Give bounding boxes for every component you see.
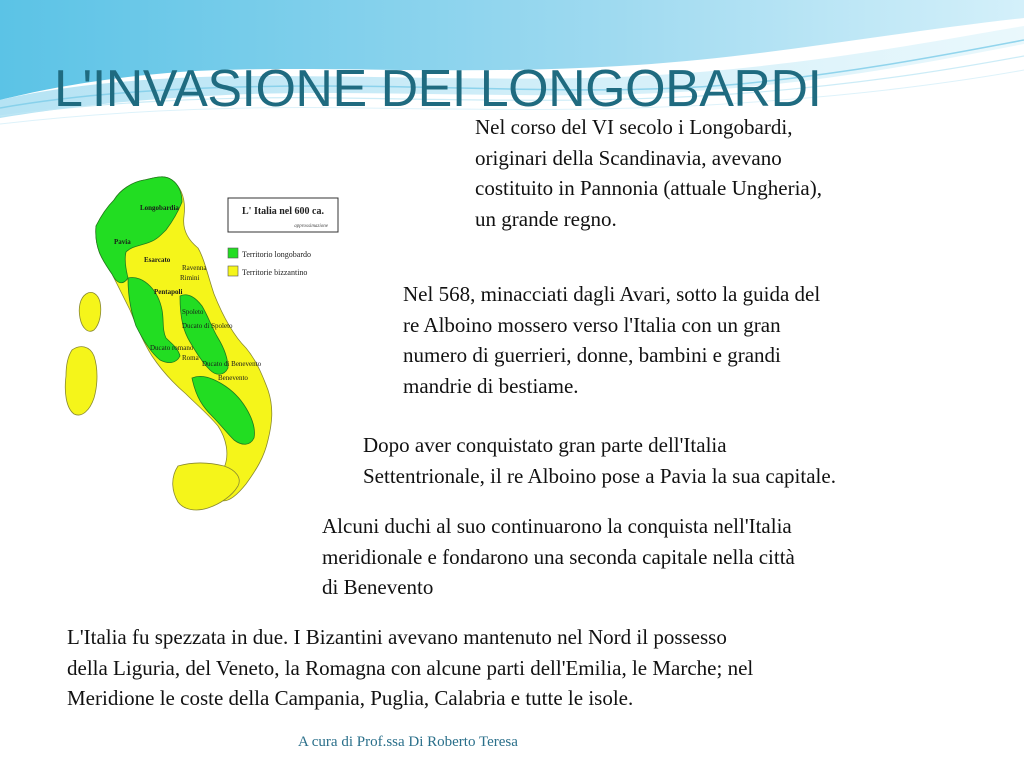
map-subtitle: approssimazione bbox=[294, 224, 328, 229]
place-label: Rimini bbox=[180, 274, 200, 282]
paragraph-line: Meridione le coste della Campania, Puglia, Calabria e tutte le isole. bbox=[67, 686, 634, 710]
legend-label-byzantine: Territorie bizzantino bbox=[242, 268, 308, 277]
paragraph-line: di Benevento bbox=[322, 575, 434, 599]
paragraph-line: originari della Scandinavia, avevano bbox=[475, 145, 782, 170]
paragraph-line: Nel corso del VI secolo i Longobardi, bbox=[475, 115, 793, 139]
legend-swatch-byzantine bbox=[228, 266, 238, 276]
paragraph-line: Nel 568, minacciati dagli Avari, sotto la guida del bbox=[403, 282, 821, 306]
place-label: Longobardia bbox=[140, 204, 179, 212]
legend-label-lombard: Territorio longobardo bbox=[242, 250, 311, 259]
place-label: Spoleto bbox=[182, 308, 204, 316]
paragraph-longobard-origins bbox=[475, 112, 822, 234]
paragraph-line: meridionale e fondarono una seconda capitale nella città bbox=[322, 544, 795, 569]
paragraph-line: Settentrionale, il re Alboino pose a Pavia la sua capitale. bbox=[363, 463, 836, 488]
place-label: Pavia bbox=[114, 238, 131, 246]
place-label: Ducato di Benevento bbox=[202, 360, 262, 368]
paragraph-italy-divided bbox=[67, 622, 753, 714]
slide-title: L'INVASIONE DEI LONGOBARDI bbox=[54, 60, 822, 118]
map-corsica bbox=[79, 292, 101, 331]
paragraph-line: re Alboino mossero verso l'Italia con un gran bbox=[403, 312, 781, 337]
paragraph-line: un grande regno. bbox=[475, 206, 617, 231]
place-label: Ducato di Spoleto bbox=[182, 322, 233, 330]
legend-swatch-lombard bbox=[228, 248, 238, 258]
paragraph-line: costituito in Pannonia (attuale Ungheria), bbox=[475, 176, 822, 200]
paragraph-line: Alcuni duchi al suo continuarono la conquista nell'Italia bbox=[322, 514, 792, 538]
place-label: Roma bbox=[182, 354, 199, 362]
map-title: L' Italia nel 600 ca. bbox=[242, 206, 324, 217]
place-label: Ravenna bbox=[182, 264, 207, 272]
place-label: Ducato romano bbox=[150, 344, 194, 352]
slide-footer: A cura di Prof.ssa Di Roberto Teresa bbox=[298, 734, 518, 750]
paragraph-line: della Liguria, del Veneto, la Romagna con alcune parti dell'Emilia, le Marche; nel bbox=[67, 655, 754, 680]
paragraph-benevento bbox=[322, 511, 795, 603]
paragraph-line: mandrie di bestiame. bbox=[403, 373, 579, 398]
place-label: Pentapoli bbox=[154, 288, 183, 296]
paragraph-pavia-capital bbox=[363, 430, 836, 491]
paragraph-line: Dopo aver conquistato gran parte dell'Italia bbox=[363, 433, 727, 457]
paragraph-invasion-568 bbox=[403, 279, 820, 401]
place-label: Benevento bbox=[218, 374, 248, 382]
place-label: Esarcato bbox=[144, 256, 171, 264]
paragraph-line: numero di guerrieri, donne, bambini e grandi bbox=[403, 343, 781, 367]
paragraph-line: L'Italia fu spezzata in due. I Bizantini avevano mantenuto nel Nord il possesso bbox=[67, 625, 727, 649]
